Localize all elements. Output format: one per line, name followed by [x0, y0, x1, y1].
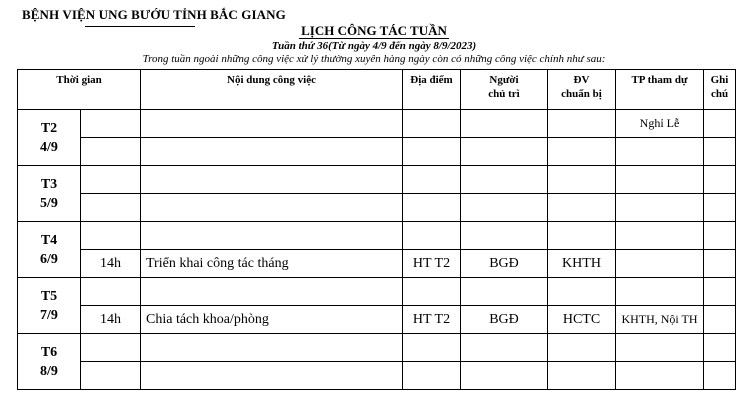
cell-host: [461, 138, 548, 166]
cell-participants: Nghỉ Lễ: [616, 110, 704, 138]
cell-participants: [616, 194, 704, 222]
cell-time: 14h: [81, 306, 141, 334]
cell-host: [461, 194, 548, 222]
col-header-notes-line2: chú: [710, 88, 729, 100]
col-header-notes: [704, 70, 736, 110]
cell-participants: [616, 362, 704, 390]
cell-content: [141, 110, 403, 138]
col-header-host-line2: chủ trì: [488, 88, 520, 100]
cell-host: [461, 110, 548, 138]
cell-participants: [616, 222, 704, 250]
col-header-host-line1: Người: [489, 74, 519, 86]
cell-notes: [704, 138, 736, 166]
cell-time: 14h: [81, 250, 141, 278]
cell-prep: KHTH: [548, 250, 616, 278]
page-title: [0, 23, 748, 39]
cell-notes: [704, 110, 736, 138]
organization-name: BỆNH VIỆN UNG BƯỚU TỈNH BẮC GIANG: [22, 7, 286, 22]
schedule-table: [17, 69, 736, 390]
day-cell: [18, 222, 81, 278]
cell-host: [461, 222, 548, 250]
cell-time: [81, 110, 141, 138]
col-header-prep-line1: ĐV: [573, 74, 590, 86]
cell-prep: [548, 334, 616, 362]
cell-host: BGĐ: [461, 250, 548, 278]
cell-notes: [704, 250, 736, 278]
day-label: T4: [40, 232, 58, 248]
cell-host: [461, 362, 548, 390]
day-date: 5/9: [40, 195, 58, 211]
table-row: [18, 250, 736, 278]
table-row: [18, 222, 736, 250]
day-date: 8/9: [40, 363, 58, 379]
col-header-content: Nội dung công việc: [141, 70, 403, 110]
cell-participants: [616, 138, 704, 166]
cell-time: [81, 166, 141, 194]
cell-participants: [616, 278, 704, 306]
table-row: [18, 278, 736, 306]
cell-prep: [548, 166, 616, 194]
cell-content: [141, 194, 403, 222]
cell-participants: [616, 250, 704, 278]
schedule-body: [18, 110, 736, 390]
col-header-location: Địa điểm: [403, 70, 461, 110]
cell-location: [403, 138, 461, 166]
cell-location: [403, 194, 461, 222]
cell-prep: [548, 362, 616, 390]
day-label: T3: [40, 176, 58, 192]
cell-time: [81, 278, 141, 306]
cell-prep: HCTC: [548, 306, 616, 334]
cell-notes: [704, 306, 736, 334]
cell-prep: [548, 222, 616, 250]
day-cell: [18, 110, 81, 166]
cell-location: [403, 334, 461, 362]
col-header-notes-line1: Ghi: [710, 74, 729, 86]
table-row: [18, 334, 736, 362]
cell-host: [461, 334, 548, 362]
cell-content: [141, 222, 403, 250]
cell-content: [141, 278, 403, 306]
cell-content: [141, 138, 403, 166]
cell-host: BGĐ: [461, 306, 548, 334]
table-row: [18, 166, 736, 194]
table-row: [18, 138, 736, 166]
cell-host: [461, 166, 548, 194]
intro-text: Trong tuần ngoài những công việc xử lý thường xuyên hàng ngày còn có những công việc chính như sau:: [142, 53, 606, 65]
table-row: [18, 194, 736, 222]
cell-notes: [704, 194, 736, 222]
day-cell: [18, 166, 81, 222]
cell-prep: [548, 194, 616, 222]
cell-notes: [704, 334, 736, 362]
cell-content: [141, 362, 403, 390]
cell-notes: [704, 362, 736, 390]
cell-participants: [616, 334, 704, 362]
cell-location: [403, 166, 461, 194]
col-header-time: Thời gian: [18, 70, 141, 110]
col-header-prep: [548, 70, 616, 110]
day-label: T2: [40, 120, 58, 136]
day-date: 4/9: [40, 139, 58, 155]
col-header-participants: TP tham dự: [616, 70, 704, 110]
cell-content: [141, 166, 403, 194]
cell-location: [403, 278, 461, 306]
cell-prep: [548, 278, 616, 306]
cell-location: [403, 110, 461, 138]
cell-notes: [704, 222, 736, 250]
table-row: [18, 110, 736, 138]
cell-time: [81, 194, 141, 222]
cell-prep: [548, 110, 616, 138]
col-header-prep-line2: chuẩn bị: [561, 88, 602, 100]
cell-notes: [704, 166, 736, 194]
cell-host: [461, 278, 548, 306]
table-row: [18, 362, 736, 390]
day-date: 6/9: [40, 251, 58, 267]
cell-time: [81, 222, 141, 250]
day-label: T6: [40, 344, 58, 360]
cell-time: [81, 362, 141, 390]
col-header-host: [461, 70, 548, 110]
week-range: Tuần thứ 36(Từ ngày 4/9 đến ngày 8/9/2023): [271, 40, 477, 52]
cell-participants: KHTH, Nội TH: [616, 306, 704, 334]
cell-location: [403, 222, 461, 250]
day-label: T5: [40, 288, 58, 304]
cell-content: Chia tách khoa/phòng: [141, 306, 403, 334]
cell-location: HT T2: [403, 250, 461, 278]
day-date: 7/9: [40, 307, 58, 323]
cell-prep: [548, 138, 616, 166]
table-row: [18, 306, 736, 334]
cell-notes: [704, 278, 736, 306]
cell-location: HT T2: [403, 306, 461, 334]
page-title-text: LỊCH CÔNG TÁC TUẦN: [301, 23, 447, 38]
header-row: [18, 70, 736, 110]
cell-content: [141, 334, 403, 362]
cell-participants: [616, 166, 704, 194]
day-cell: [18, 278, 81, 334]
cell-time: [81, 138, 141, 166]
cell-time: [81, 334, 141, 362]
cell-content: Triển khai công tác tháng: [141, 250, 403, 278]
day-cell: [18, 334, 81, 390]
cell-location: [403, 362, 461, 390]
